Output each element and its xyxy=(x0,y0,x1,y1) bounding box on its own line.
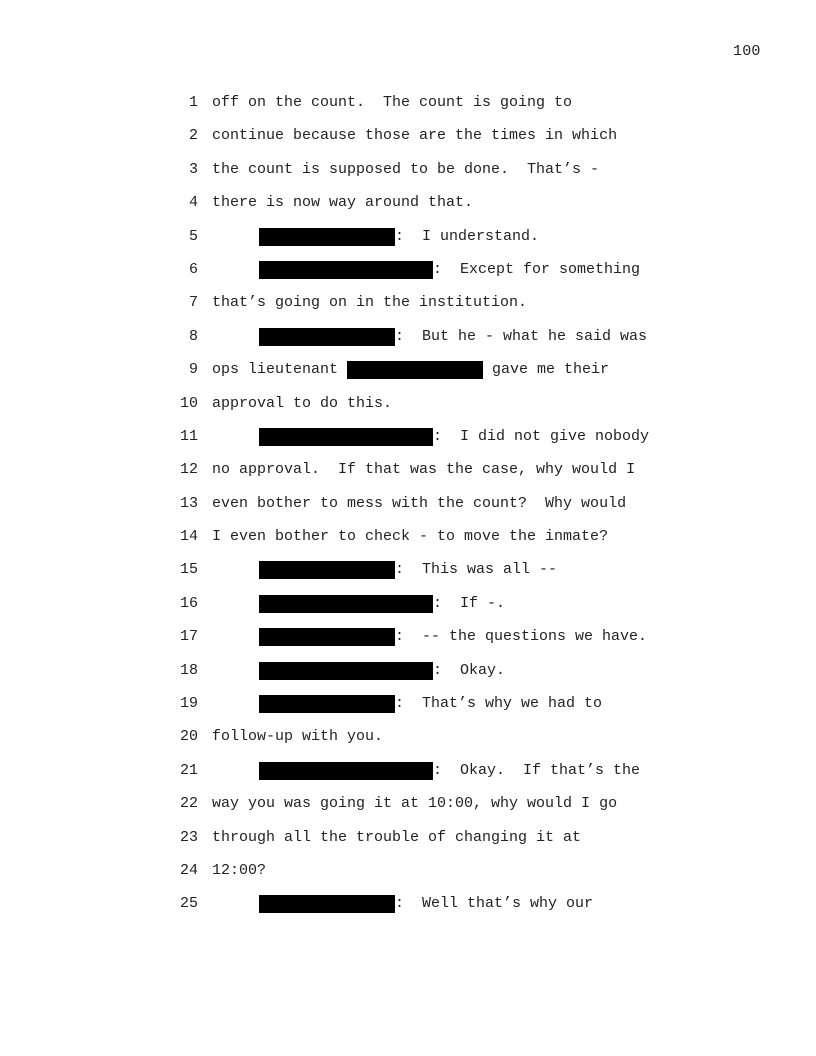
line-text: that’s going on in the institution. xyxy=(212,294,528,312)
redacted-speaker-name xyxy=(259,328,395,346)
line-number: 22 xyxy=(179,795,198,813)
line-content xyxy=(212,793,617,815)
line-number: 18 xyxy=(179,661,198,679)
line-content xyxy=(212,459,635,481)
line-content xyxy=(212,526,608,548)
page-number: 100 xyxy=(733,43,761,60)
line-number: 8 xyxy=(188,327,198,345)
line-number: 1 xyxy=(188,94,198,111)
speaker-statement: : Except for something xyxy=(433,260,641,278)
redacted-speaker-name xyxy=(259,762,433,780)
line-number: 12 xyxy=(179,461,198,479)
speaker-statement: : Well that’s why our xyxy=(395,895,594,913)
line-number: 2 xyxy=(188,127,198,145)
transcript-line xyxy=(170,559,690,592)
speaker-statement: : But he - what he said was xyxy=(395,327,648,345)
line-number: 21 xyxy=(179,761,198,779)
speaker-statement: : Okay. xyxy=(433,661,506,679)
line-content xyxy=(212,393,392,415)
speaker-line-content xyxy=(259,660,505,682)
transcript-line xyxy=(170,793,690,826)
line-content xyxy=(212,860,266,882)
line-text: follow-up with you. xyxy=(212,728,384,746)
line-content xyxy=(212,359,609,381)
redacted-speaker-name xyxy=(259,895,395,913)
transcript-line xyxy=(170,526,690,559)
line-number: 24 xyxy=(179,861,198,879)
transcript-line xyxy=(170,893,690,926)
line-number: 4 xyxy=(188,194,198,212)
redacted-speaker-name xyxy=(259,228,395,246)
speaker-statement: : Okay. If that’s the xyxy=(433,761,641,779)
speaker-line-content xyxy=(259,226,539,248)
line-text: even bother to mess with the count? Why would xyxy=(212,494,627,512)
redacted-speaker-name xyxy=(259,595,433,613)
line-content xyxy=(212,493,626,515)
speaker-statement: : -- the questions we have. xyxy=(395,628,648,646)
line-text: the count is supposed to be done. That’s - xyxy=(212,160,600,178)
speaker-line-content xyxy=(259,693,602,715)
line-text: ops lieutenant xyxy=(212,361,348,379)
transcript-line xyxy=(170,292,690,325)
transcript-line xyxy=(170,626,690,659)
speaker-statement: : That’s why we had to xyxy=(395,695,603,713)
line-content xyxy=(212,159,599,181)
line-number: 13 xyxy=(179,494,198,512)
redacted-speaker-name xyxy=(259,561,395,579)
line-number: 23 xyxy=(179,828,198,846)
transcript-line xyxy=(170,259,690,292)
speaker-line-content xyxy=(259,559,557,581)
transcript-line xyxy=(170,359,690,392)
line-number: 7 xyxy=(188,294,198,312)
transcript-line xyxy=(170,459,690,492)
line-number: 9 xyxy=(188,361,198,379)
line-number: 14 xyxy=(179,528,198,546)
line-number: 17 xyxy=(179,628,198,646)
transcript-line xyxy=(170,760,690,793)
redacted-speaker-name xyxy=(259,428,433,446)
speaker-line-content xyxy=(259,760,640,782)
speaker-line-content xyxy=(259,426,649,448)
speaker-line-content xyxy=(259,893,593,915)
speaker-statement: : If -. xyxy=(433,594,506,612)
speaker-line-content xyxy=(259,626,647,648)
transcript-line xyxy=(170,426,690,459)
line-content xyxy=(212,125,617,147)
transcript-line xyxy=(170,693,690,726)
speaker-line-content xyxy=(259,326,647,348)
line-text: gave me their xyxy=(483,361,610,379)
transcript-body xyxy=(170,92,690,927)
transcript-line xyxy=(170,326,690,359)
speaker-statement: : This was all -- xyxy=(395,561,558,579)
line-text: way you was going it at 10:00, why would I go xyxy=(212,795,618,813)
transcript-line xyxy=(170,860,690,893)
line-number: 6 xyxy=(188,260,198,278)
line-text: continue because those are the times in which xyxy=(212,127,618,145)
line-text: off on the count. The count is going to xyxy=(212,94,573,111)
redacted-speaker-name xyxy=(259,261,433,279)
line-text: approval to do this. xyxy=(212,394,393,412)
line-content xyxy=(212,192,473,214)
transcript-line xyxy=(170,393,690,426)
redacted-speaker-name xyxy=(259,662,433,680)
speaker-line-content xyxy=(259,259,640,281)
line-number: 3 xyxy=(188,160,198,178)
line-number: 25 xyxy=(179,895,198,913)
transcript-line xyxy=(170,226,690,259)
line-content xyxy=(212,92,572,114)
line-text: there is now way around that. xyxy=(212,194,474,212)
line-number: 11 xyxy=(179,427,198,445)
transcript-line xyxy=(170,125,690,158)
line-number: 16 xyxy=(179,594,198,612)
line-number: 5 xyxy=(188,227,198,245)
line-number: 15 xyxy=(179,561,198,579)
redacted-name xyxy=(347,361,483,379)
line-text: through all the trouble of changing it at xyxy=(212,828,582,846)
transcript-line xyxy=(170,593,690,626)
line-number: 10 xyxy=(179,394,198,412)
transcript-line xyxy=(170,159,690,192)
transcript-line xyxy=(170,827,690,860)
transcript-line xyxy=(170,192,690,225)
line-text: I even bother to check - to move the inmate? xyxy=(212,528,609,546)
transcript-line xyxy=(170,660,690,693)
line-content xyxy=(212,827,581,849)
redacted-speaker-name xyxy=(259,695,395,713)
line-text: no approval. If that was the case, why would I xyxy=(212,461,636,479)
transcript-line xyxy=(170,92,690,125)
line-number: 19 xyxy=(179,695,198,713)
speaker-statement: : I did not give nobody xyxy=(433,427,650,445)
line-number: 20 xyxy=(179,728,198,746)
redacted-speaker-name xyxy=(259,628,395,646)
line-text: 12:00? xyxy=(212,861,267,879)
transcript-line xyxy=(170,493,690,526)
transcript-line xyxy=(170,726,690,759)
speaker-line-content xyxy=(259,593,505,615)
speaker-statement: : I understand. xyxy=(395,227,540,245)
line-content xyxy=(212,292,527,314)
line-content xyxy=(212,726,383,748)
